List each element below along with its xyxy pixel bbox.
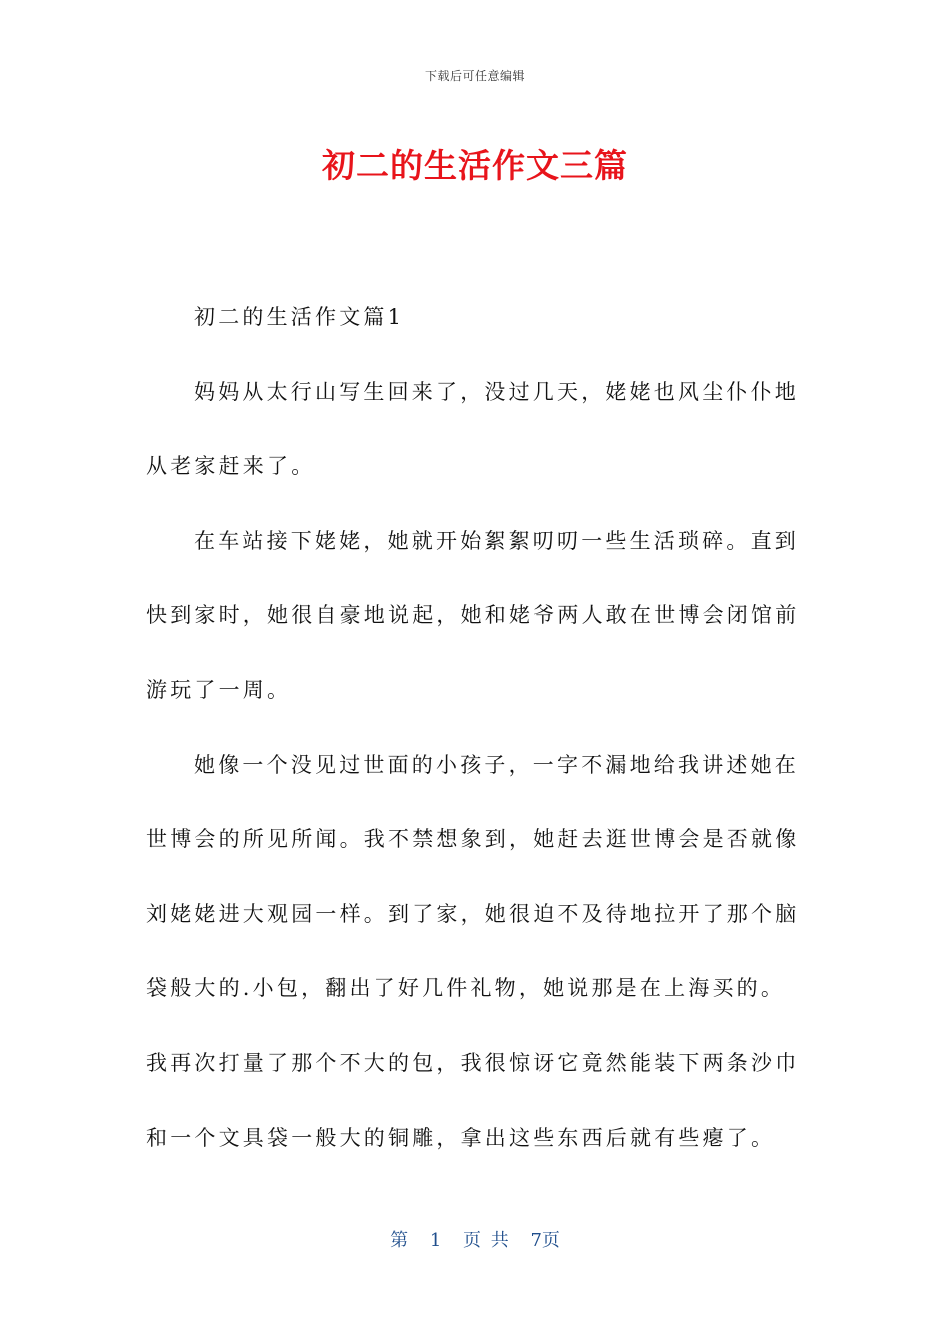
document-body bbox=[146, 280, 806, 1175]
header-note: 下载后可任意编辑 bbox=[424, 69, 525, 83]
current-page-number: 1 bbox=[429, 1230, 442, 1251]
page-label-mid: 页 共 bbox=[463, 1230, 509, 1251]
page-footer bbox=[0, 1226, 950, 1252]
document-title: 初二的生活作文三篇 bbox=[322, 146, 628, 185]
paragraph-1: 妈妈从太行山写生回来了，没过几天，姥姥也风尘仆仆地从老家赶来了。 bbox=[146, 379, 799, 479]
paragraph-2: 在车站接下姥姥，她就开始絮絮叨叨一些生活琐碎。直到快到家时，她很自豪地说起，她和姥爷两人敢在世博会闭馆前游玩了一周。 bbox=[146, 528, 800, 702]
section-heading: 初二的生活作文篇1 bbox=[194, 305, 405, 329]
page-label-prefix: 第 bbox=[390, 1230, 409, 1251]
paragraph-3: 她像一个没见过世面的小孩子，一字不漏地给我讲述她在世博会的所见所闻。我不禁想象到，她赶去逛世博会是否就像刘姥姥进大观园一样。到了家，她很迫不及待地拉开了那个脑袋般大的.小包，翻出了好几件礼物，她说那是在上海买的。我再次打量了那个不大的包，我很惊讶它竟然能装下两条沙巾和一个文具袋一般大的铜雕，拿出这些东西后就有些瘪了。 bbox=[146, 752, 800, 1150]
total-pages: 7页 bbox=[530, 1230, 560, 1251]
